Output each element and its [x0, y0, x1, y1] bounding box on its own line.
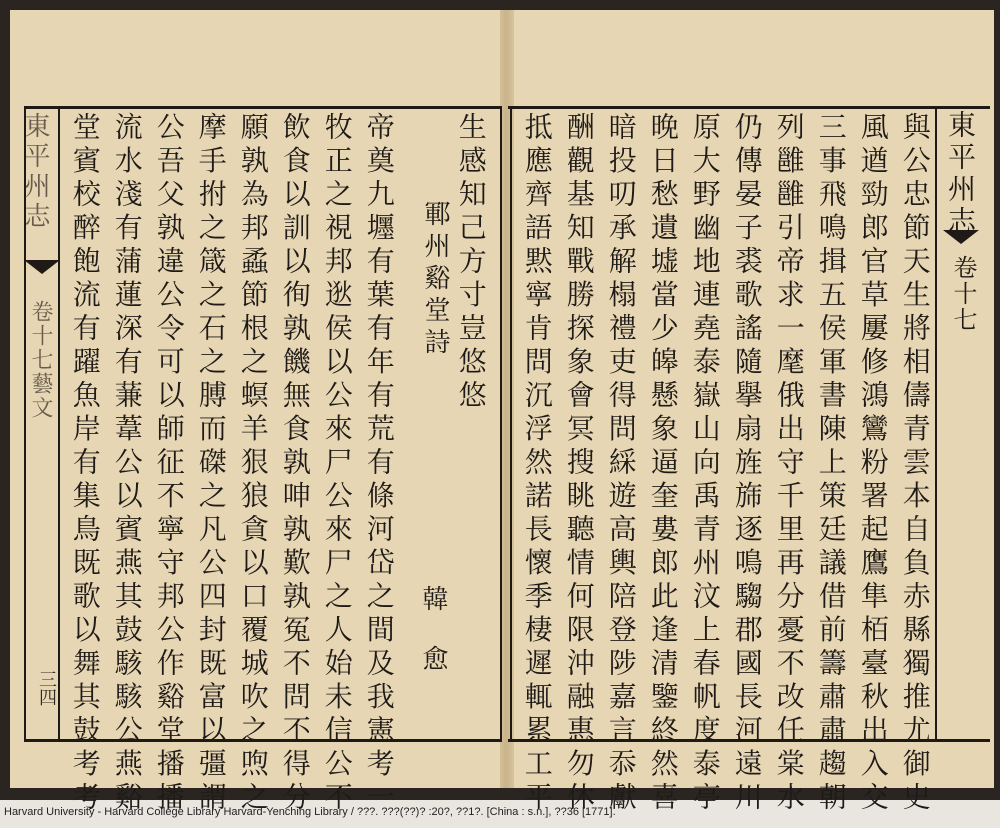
right-top-border — [508, 106, 990, 109]
right-inner-border — [510, 106, 512, 742]
column-text: 生感知己方寸豈悠悠 — [454, 112, 488, 414]
left-inner-border — [500, 106, 502, 742]
column-text: 帝奠九壥有葉有年有荒有條河岱之間及我憲考一 — [362, 112, 396, 816]
text-column — [320, 112, 354, 816]
column-text: 仍傳晏子裘歌謠隨擧扇旌旆逐鳴騶郡國長河遠川 — [730, 112, 764, 816]
text-column — [646, 112, 680, 816]
text-column — [194, 112, 228, 816]
poem-title: 鄆州谿堂詩 — [420, 200, 450, 360]
left-edge-rule — [58, 106, 60, 742]
column-text: 原大野幽地連堯泰嶽山向禹青州汶上春帆度泰亭 — [688, 112, 722, 816]
poem-closing-line — [454, 112, 488, 414]
text-column — [236, 112, 270, 816]
right-edge-book-title: 東平州志 — [944, 110, 977, 238]
right-edge-rule — [935, 106, 937, 742]
text-column — [562, 112, 596, 816]
column-text: 飲食以訓以徇孰饑無食孰呻孰歎孰冤不問不得分 — [278, 112, 312, 816]
text-column — [856, 112, 890, 816]
column-text: 與公忠節天生將相儔青雲本自負赤縣獨推尤御史 — [898, 112, 932, 816]
right-edge-volume: 卷十七 — [949, 255, 977, 333]
column-text: 三事飛鳴揖五侯軍書陳上策廷議借前籌肅肅趨朝 — [814, 112, 848, 816]
text-column — [68, 112, 102, 816]
text-column — [898, 112, 932, 816]
column-text: 抵應齊語黙寧肯問沉浮然諾長懷季棲遲輒累工平 — [520, 112, 554, 816]
library-caption: Harvard University - Harvard College Library Harvard-Yenching Library / ???. ???(??)? :20?, ??1?. [China : s.n.], ??36 [1771]. — [4, 806, 616, 818]
text-column — [278, 112, 312, 816]
column-text: 願孰為邦蟊節根之螟羊狠狼貪以口覆城吹之喣之 — [236, 112, 270, 816]
text-column — [772, 112, 806, 816]
text-column — [520, 112, 554, 816]
column-text: 流水淺有蒲蓮深有蒹葦公以賓燕其鼓駭駭公燕谿 — [110, 112, 144, 816]
text-column — [730, 112, 764, 816]
text-column — [110, 112, 144, 816]
column-text: 堂賓校醉飽流有躍魚岸有集鳥既歌以舞其鼓考考 — [68, 112, 102, 816]
text-column — [814, 112, 848, 816]
text-column — [362, 112, 396, 816]
text-column — [688, 112, 722, 816]
left-fishtail-mark — [24, 260, 60, 274]
column-text: 風遒勁郎官草屢修鴻鸞粉署起鷹隼栢臺秋出入交 — [856, 112, 890, 816]
left-edge-book-title: 東平州志 — [20, 112, 50, 232]
left-edge-volume: 卷十七藝文 — [28, 300, 53, 420]
column-text: 列雝雝引帝求一麾俄出守千里再分憂不改任棠水 — [772, 112, 806, 816]
text-column — [604, 112, 638, 816]
column-text: 公吾父孰違公令可以師征不寧守邦公作谿堂播播 — [152, 112, 186, 816]
left-folio-number: 三四 — [36, 670, 57, 706]
column-text: 晚日愁遺墟當少皞懸象逼奎婁郎此逢清鑒終然喜 — [646, 112, 680, 816]
column-text: 牧正之視邦逖侯以公來尸公來尸之人始未信公不 — [320, 112, 354, 816]
column-text: 摩手拊之箴之石之膊而磔之凡公四封既富以彊謂 — [194, 112, 228, 816]
text-column — [152, 112, 186, 816]
column-text: 酬觀基知戰勝探象會冥搜眺聽情何限沖融惠勿休 — [562, 112, 596, 816]
left-top-border — [24, 106, 502, 109]
poem-author: 韓愈 — [418, 585, 448, 705]
column-text: 暗投叨承解榻禮吏得問綵遊高輿陪登陟嘉言忝獻 — [604, 112, 638, 816]
